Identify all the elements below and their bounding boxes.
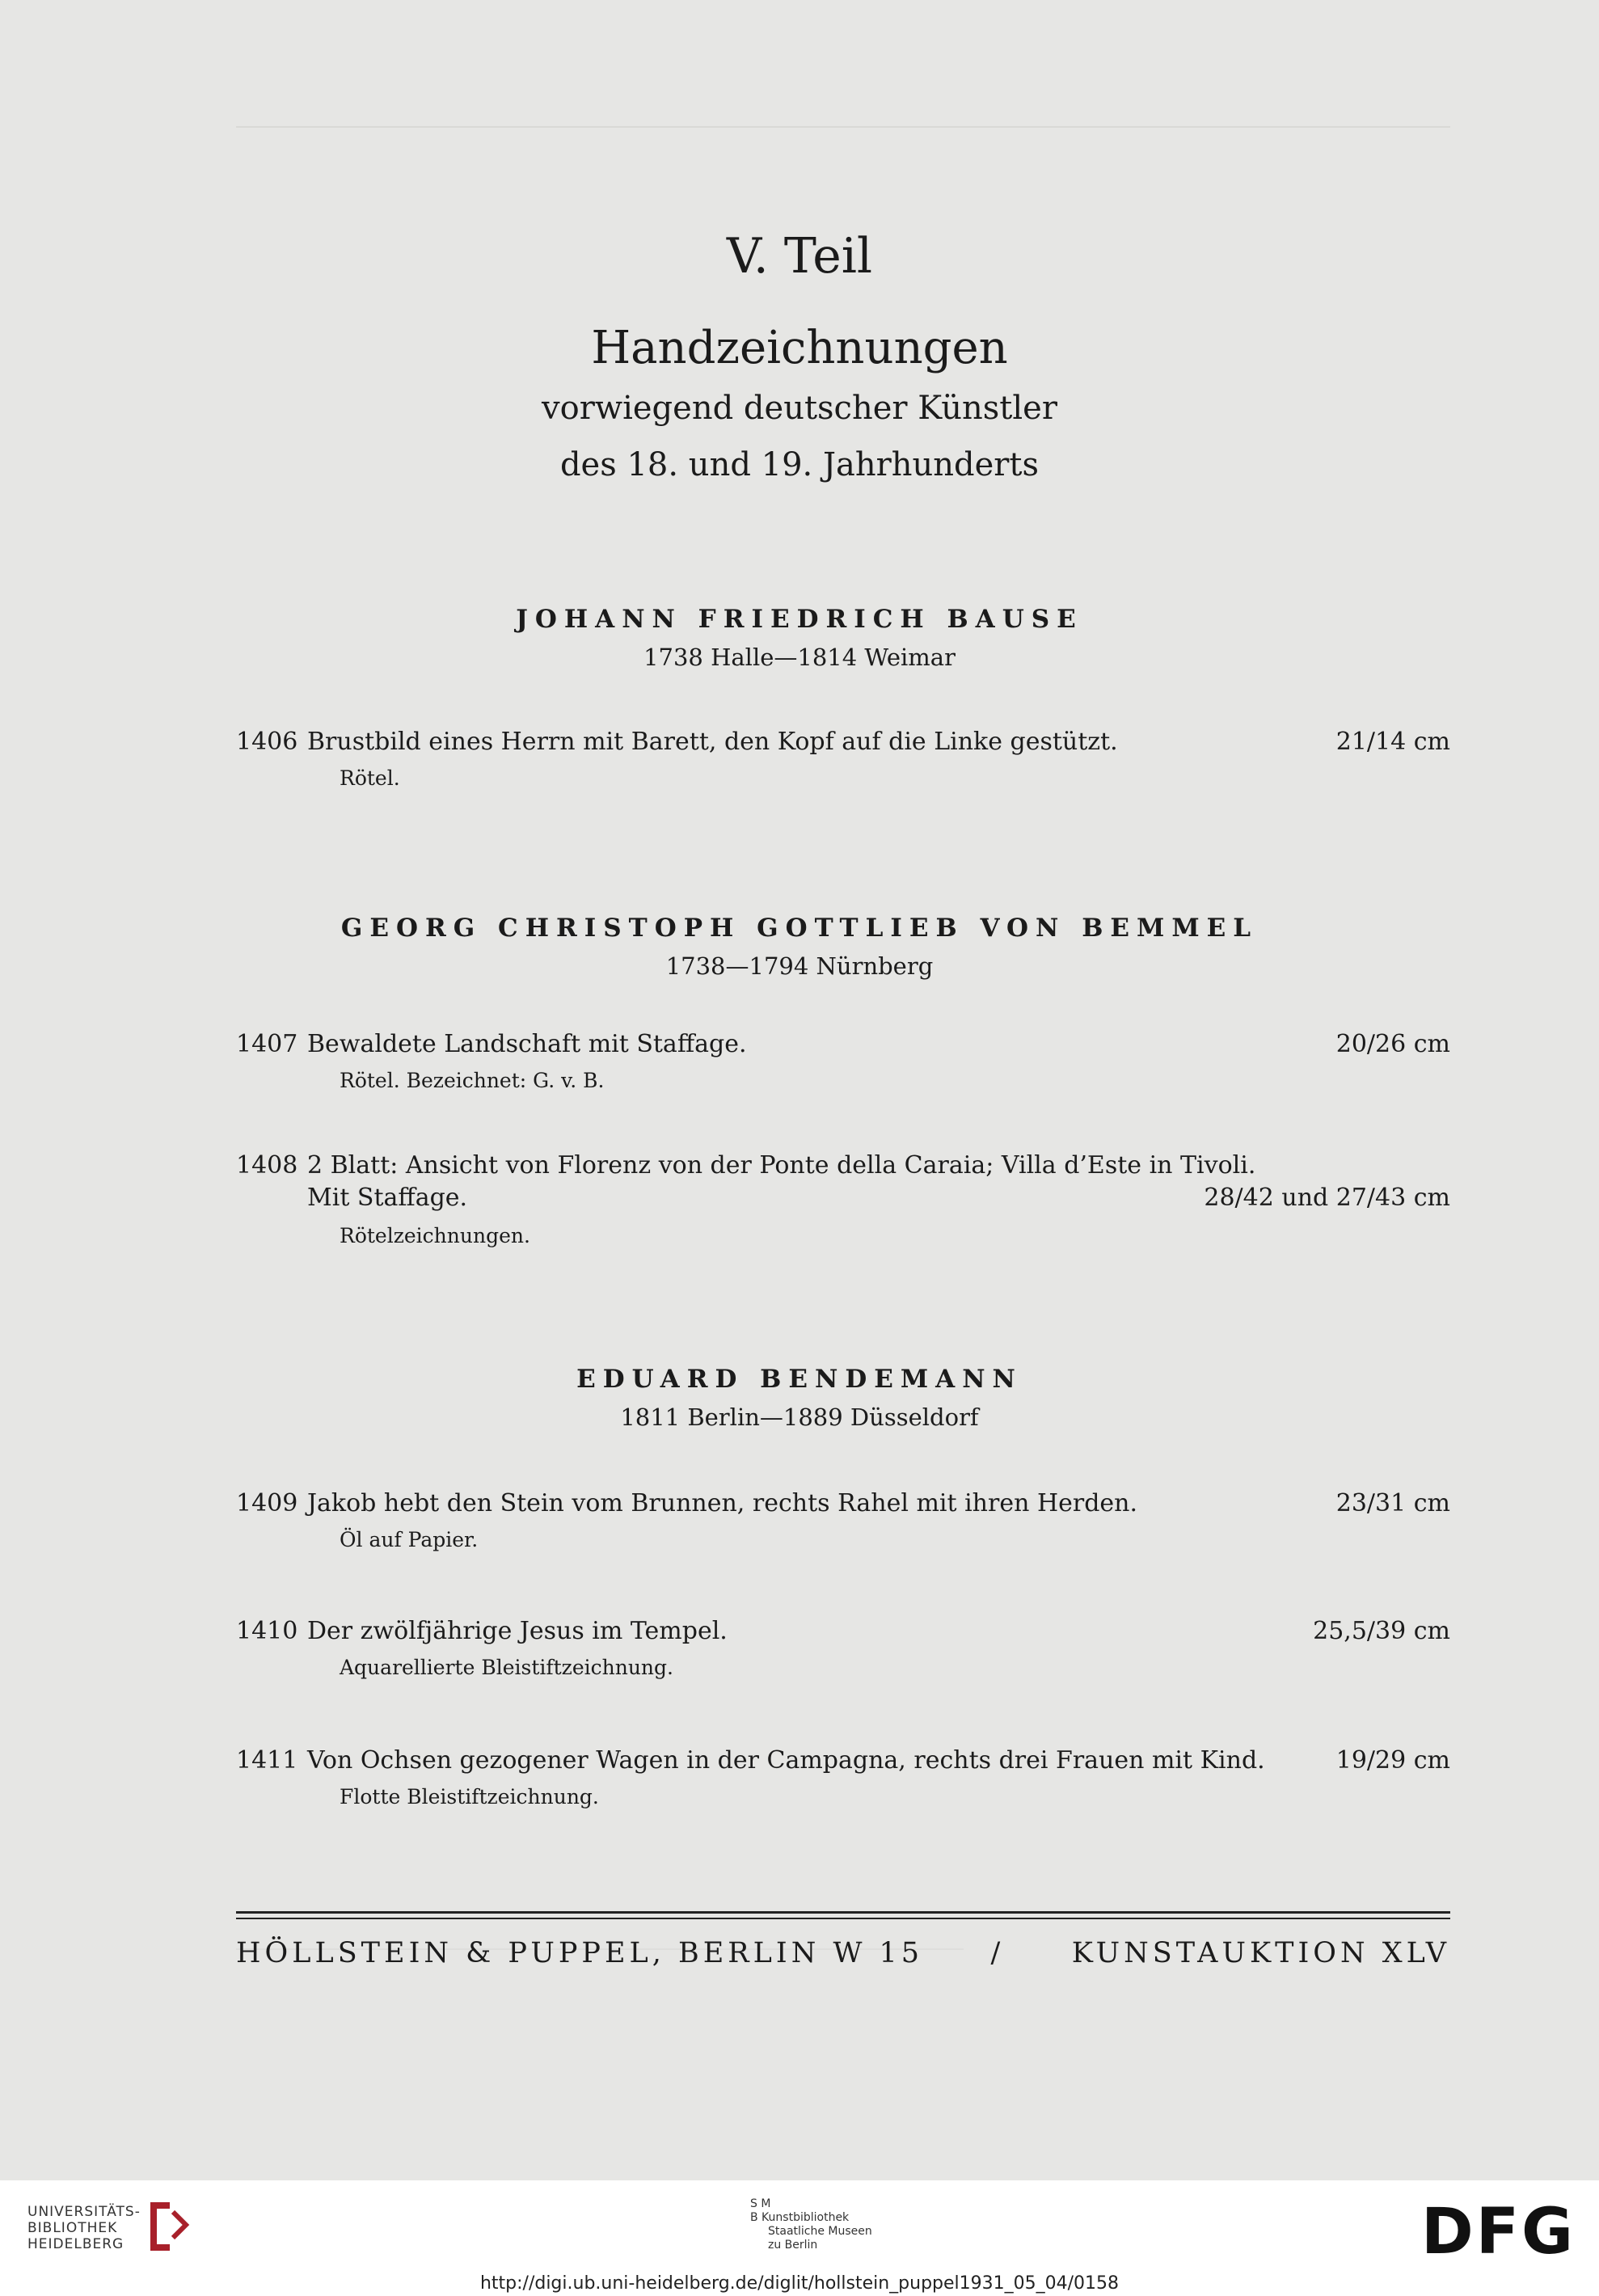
lot-title-continuation: Mit Staffage.	[307, 1184, 468, 1212]
permalink-url[interactable]: http://digi.ub.uni-heidelberg.de/diglit/hollstein_puppel1931_05_04/0158	[479, 2273, 1120, 2294]
smb-line-4: zu Berlin	[768, 2239, 818, 2252]
lot-title: Von Ochsen gezogener Wagen in der Campagna, rechts drei Frauen mit Kind.	[307, 1746, 1265, 1775]
lot-number: 1411	[236, 1746, 298, 1775]
footer-rule-top	[236, 1911, 1450, 1914]
publisher-name: HÖLLSTEIN & PUPPEL, BERLIN W 15	[236, 1937, 924, 1969]
catalogue-entry	[236, 1028, 1450, 1092]
lot-note: Rötelzeichnungen.	[340, 1224, 530, 1247]
lot-size: 23/31 cm	[1335, 1489, 1450, 1517]
lot-note: Aquarellierte Bleistiftzeichnung.	[340, 1656, 673, 1679]
artist-dates: 1811 Berlin—1889 Düsseldorf	[620, 1403, 979, 1431]
lot-title: Jakob hebt den Stein vom Brunnen, rechts Rahel mit ihren Herden.	[307, 1489, 1138, 1517]
university-library-logo-icon	[146, 2197, 191, 2256]
lot-number: 1410	[236, 1617, 298, 1645]
smb-logo-text	[750, 2197, 872, 2252]
lot-number: 1407	[236, 1030, 298, 1058]
catalogue-entry	[236, 726, 1450, 790]
subtitle-line-2: des 18. und 19. Jahrhunderts	[559, 446, 1040, 483]
artist-name: EDUARD BENDEMANN	[576, 1365, 1023, 1394]
catalogue-entry	[236, 1745, 1450, 1809]
catalogue-entry	[236, 1615, 1450, 1679]
lot-title: Der zwölfjährige Jesus im Tempel.	[307, 1617, 728, 1645]
lot-note: Rötel.	[340, 766, 400, 790]
lot-number: 1408	[236, 1151, 298, 1180]
part-title: V. Teil	[726, 228, 873, 285]
lot-title: Bewaldete Landschaft mit Staffage.	[307, 1030, 747, 1058]
lot-number: 1406	[236, 728, 298, 756]
subtitle-line-1: vorwiegend deutscher Künstler	[542, 390, 1057, 427]
lot-title: Brustbild eines Herrn mit Barett, den Kopf auf die Linke gestützt.	[307, 728, 1118, 756]
university-line-3: HEIDELBERG	[27, 2236, 124, 2252]
lot-size: 20/26 cm	[1335, 1030, 1450, 1058]
footer-rule-bottom	[236, 1918, 1450, 1919]
auction-title: KUNSTAUKTION XLV	[1071, 1937, 1450, 1969]
smb-line-2: B Kunstbibliothek	[750, 2211, 850, 2224]
lot-note: Rötel. Bezeichnet: G. v. B.	[340, 1069, 605, 1092]
footer-separator: /	[990, 1937, 1005, 1969]
lot-number: 1409	[236, 1489, 298, 1517]
lot-note: Öl auf Papier.	[340, 1528, 479, 1551]
university-line-1: UNIVERSITÄTS-	[27, 2204, 141, 2220]
smb-line-3: Staatliche Museen	[768, 2225, 872, 2238]
lot-title: 2 Blatt: Ansicht von Florenz von der Ponte della Caraia; Villa d’Este in Tivoli.	[307, 1151, 1256, 1180]
dfg-logo: DFG	[1421, 2196, 1576, 2269]
artist-name: GEORG CHRISTOPH GOTTLIEB VON BEMMEL	[340, 914, 1259, 943]
lot-size: 25,5/39 cm	[1313, 1617, 1450, 1645]
artist-dates: 1738—1794 Nürnberg	[665, 952, 934, 980]
university-line-2: BIBLIOTHEK	[27, 2220, 118, 2236]
artist-dates: 1738 Halle—1814 Weimar	[643, 644, 956, 671]
university-library-name	[27, 2204, 141, 2252]
publisher-footer	[236, 1937, 1450, 1969]
bleed-through-line	[236, 126, 1450, 128]
smb-line-1: S M	[750, 2197, 771, 2210]
artist-name: JOHANN FRIEDRICH BAUSE	[516, 605, 1083, 634]
catalogue-entry	[236, 1150, 1450, 1247]
main-title: Handzeichnungen	[591, 322, 1008, 374]
lot-size: 19/29 cm	[1335, 1746, 1450, 1775]
lot-size: 21/14 cm	[1335, 728, 1450, 756]
catalogue-entry	[236, 1488, 1450, 1551]
lot-size: 28/42 und 27/43 cm	[1204, 1184, 1450, 1212]
lot-note: Flotte Bleistiftzeichnung.	[340, 1785, 599, 1809]
